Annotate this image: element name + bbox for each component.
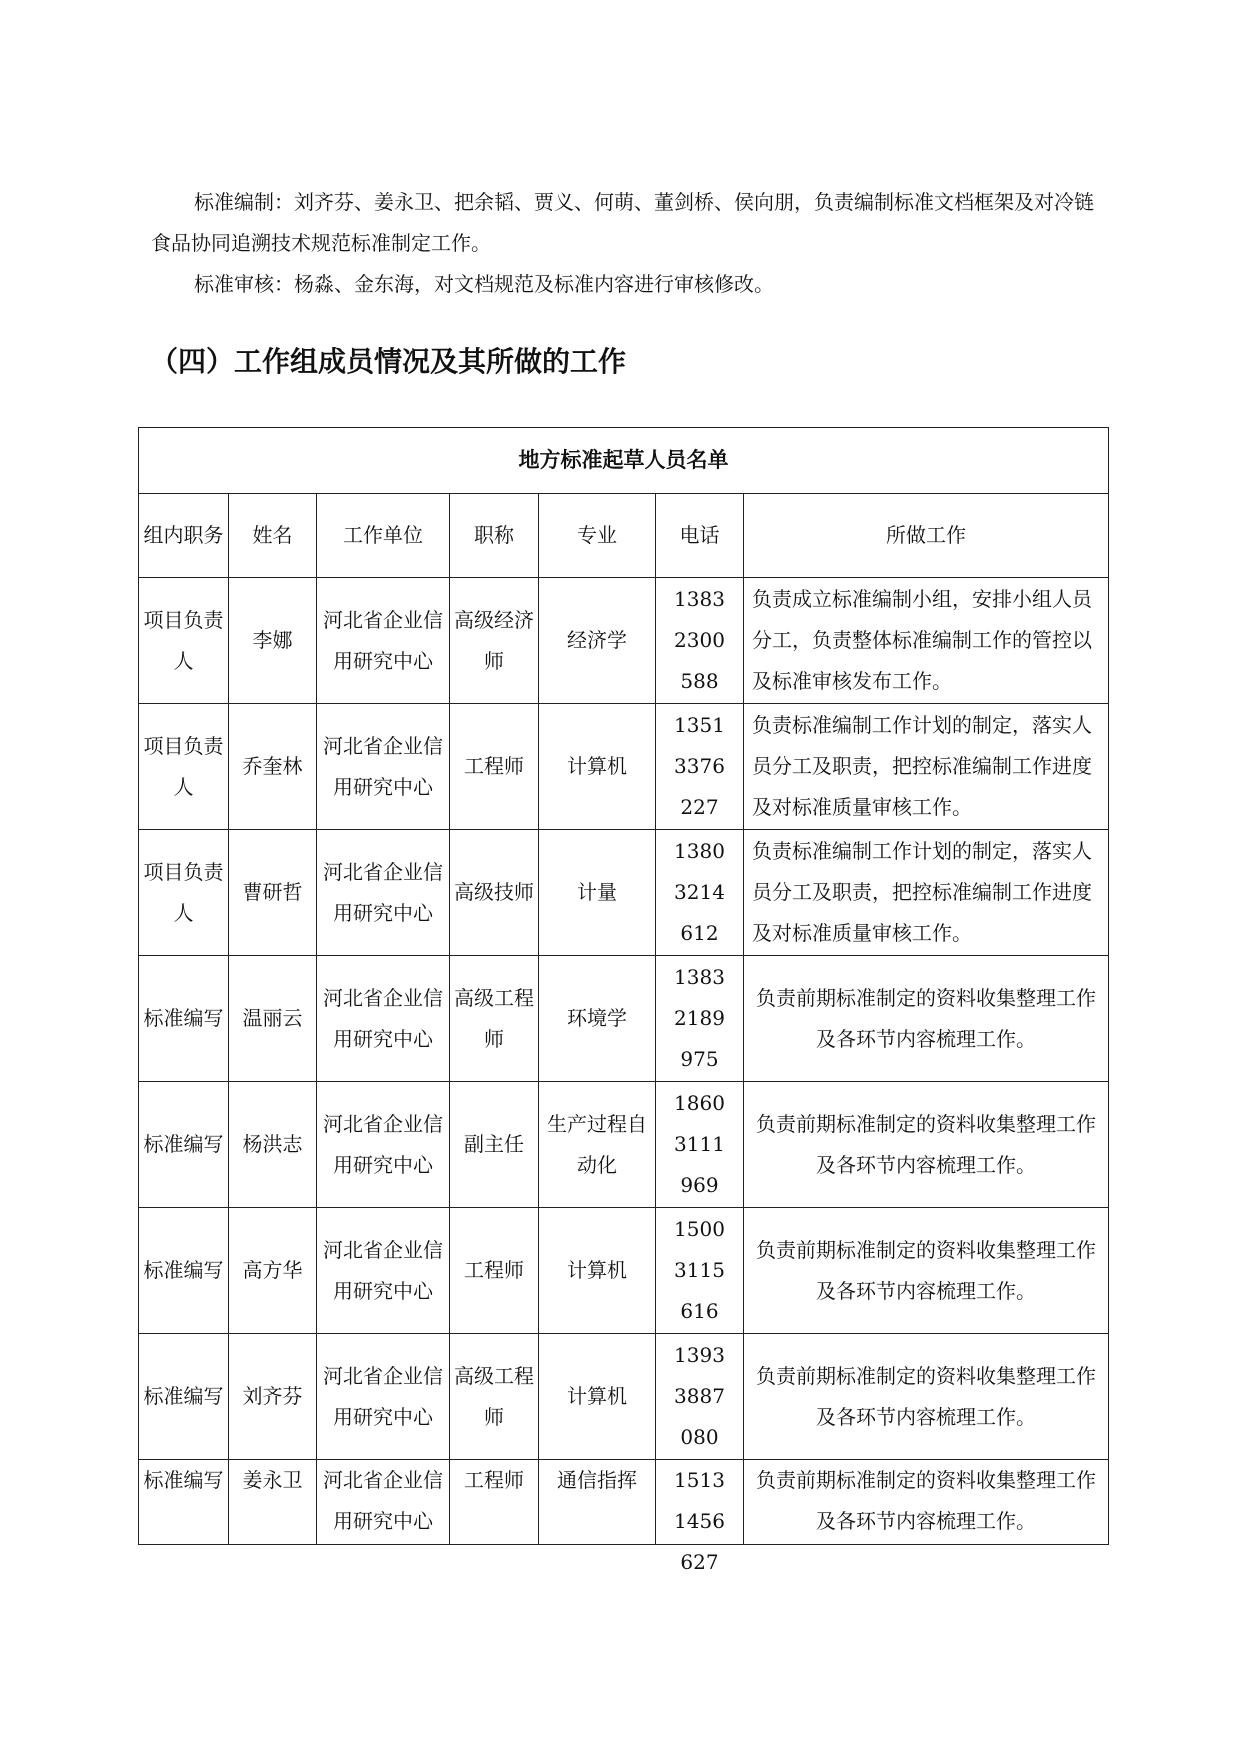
cell-title [450,1082,539,1208]
cell-unit [317,956,450,1082]
header-major: 专业 [539,494,656,578]
table-header-row [139,494,1109,578]
cell-phone [656,956,744,1082]
cell-role [139,956,229,1082]
cell-work [744,578,1109,704]
cell-major [539,956,656,1082]
cell-phone [656,704,744,830]
cell-title [450,956,539,1082]
cell-text: 标准编写 [143,1258,224,1282]
cell-text: 工程师 [464,1468,524,1492]
cell-text: 高级经济师 [454,607,534,673]
cell-text: 环境学 [567,1006,627,1030]
header-work: 所做工作 [744,494,1109,578]
cell-text: 13513376227 [674,713,725,819]
cell-major [539,1082,656,1208]
body-text [151,182,1111,305]
cell-text: 15131456627 [674,1468,725,1574]
cell-work [744,1460,1109,1545]
cell-text: 标准编写 [143,1468,224,1492]
cell-text: 15003115616 [674,1217,725,1323]
cell-unit [317,578,450,704]
cell-role [139,1460,229,1545]
cell-title [450,1460,539,1545]
cell-text: 河北省企业信用研究中心 [323,1111,443,1177]
cell-phone [656,830,744,956]
cell-text: 负责标准编制工作计划的制定，落实人员分工及职责，把控标准编制工作进度及对标准质量审核工作。 [752,713,1092,819]
cell-text: 13832189975 [674,965,725,1071]
cell-work [744,1208,1109,1334]
cell-work [744,1082,1109,1208]
cell-role [139,578,229,704]
cell-text: 河北省企业信用研究中心 [323,859,443,925]
cell-text: 负责前期标准制定的资料收集整理工作及各环节内容梳理工作。 [756,1363,1097,1429]
cell-text: 工程师 [464,1258,524,1282]
table-row [139,1334,1109,1460]
cell-phone [656,1082,744,1208]
cell-role [139,1208,229,1334]
table-row [139,704,1109,830]
cell-text: 河北省企业信用研究中心 [323,1468,443,1533]
cell-major [539,1334,656,1460]
cell-text: 温丽云 [242,1006,303,1030]
cell-text: 李娜 [252,628,293,652]
cell-text: 计量 [577,880,617,904]
header-unit: 工作单位 [317,494,450,578]
cell-name [229,830,317,956]
cell-role [139,1082,229,1208]
cell-text: 河北省企业信用研究中心 [323,1363,443,1429]
cell-text: 经济学 [567,628,627,652]
cell-text: 河北省企业信用研究中心 [323,1237,443,1303]
cell-text: 乔奎林 [242,754,303,778]
cell-title [450,578,539,704]
cell-text: 13832300588 [674,587,725,693]
header-role: 组内职务 [139,494,229,578]
cell-phone [656,1208,744,1334]
drafters-table [138,427,1109,1574]
table-row [139,578,1109,704]
cell-unit [317,1208,450,1334]
cell-name [229,578,317,704]
cell-text: 杨洪志 [242,1132,303,1156]
paragraph-review: 标准审核：杨淼、金东海，对文档规范及标准内容进行审核修改。 [194,272,774,296]
cell-role [139,830,229,956]
cell-unit [317,830,450,956]
cell-major [539,830,656,956]
cell-text: 高级工程师 [454,1363,534,1429]
cell-text: 负责前期标准制定的资料收集整理工作及各环节内容梳理工作。 [756,1468,1097,1533]
cell-text: 刘齐芬 [242,1384,303,1408]
cell-text: 项目负责人 [143,607,224,673]
cell-text: 负责前期标准制定的资料收集整理工作及各环节内容梳理工作。 [756,1237,1097,1303]
cell-name [229,1460,317,1545]
paragraph-drafting: 标准编制：刘齐芬、姜永卫、把余韬、贾义、何萌、董剑桥、侯向朋，负责编制标准文档框架及对冷链食品协同追溯技术规范标准制定工作。 [151,190,1094,255]
cell-text: 河北省企业信用研究中心 [323,985,443,1051]
cell-text: 高级工程师 [454,985,534,1051]
cell-text: 负责标准编制工作计划的制定，落实人员分工及职责，把控标准编制工作进度及对标准质量审核工作。 [752,839,1092,945]
cell-text: 曹研哲 [242,880,303,904]
cell-role [139,704,229,830]
cell-phone [656,1334,744,1460]
cell-work [744,1334,1109,1460]
cell-title [450,1334,539,1460]
cell-text: 通信指挥 [557,1468,637,1492]
cell-phone [656,1460,744,1574]
table-row [139,1460,1109,1545]
cell-title [450,704,539,830]
cell-text: 负责前期标准制定的资料收集整理工作及各环节内容梳理工作。 [756,1111,1097,1177]
cell-major [539,578,656,704]
cell-unit [317,704,450,830]
cell-text: 18603111969 [674,1091,725,1197]
cell-major [539,1208,656,1334]
cell-text: 计算机 [567,1258,627,1282]
cell-text: 姜永卫 [242,1468,303,1492]
cell-text: 13803214612 [674,839,725,945]
cell-role [139,1334,229,1460]
cell-name [229,704,317,830]
cell-unit [317,1460,450,1545]
cell-text: 副主任 [464,1132,524,1156]
cell-text: 工程师 [464,754,524,778]
table-row [139,1082,1109,1208]
table-title: 地方标准起草人员名单 [139,428,1109,494]
table-row [139,1208,1109,1334]
cell-work [744,704,1109,830]
header-name: 姓名 [229,494,317,578]
cell-text: 高级技师 [454,880,534,904]
cell-text: 标准编写 [143,1006,224,1030]
cell-text: 项目负责人 [143,733,224,799]
cell-text: 计算机 [567,754,627,778]
cell-text: 高方华 [242,1258,303,1282]
cell-unit [317,1082,450,1208]
cell-name [229,956,317,1082]
cell-text: 负责成立标准编制小组，安排小组人员分工，负责整体标准编制工作的管控以及标准审核发布工作。 [752,587,1092,693]
cell-title [450,1208,539,1334]
cell-text: 标准编写 [143,1384,224,1408]
cell-major [539,1460,656,1545]
cell-work [744,830,1109,956]
cell-text: 标准编写 [143,1132,224,1156]
cell-name [229,1208,317,1334]
cell-name [229,1334,317,1460]
cell-name [229,1082,317,1208]
cell-text: 项目负责人 [143,859,224,925]
cell-text: 生产过程自动化 [547,1111,647,1177]
cell-title [450,830,539,956]
header-phone: 电话 [656,494,744,578]
table-row [139,956,1109,1082]
cell-text: 负责前期标准制定的资料收集整理工作及各环节内容梳理工作。 [756,985,1097,1051]
cell-phone [656,578,744,704]
cell-work [744,956,1109,1082]
table-row [139,830,1109,956]
cell-text: 计算机 [567,1384,627,1408]
cell-major [539,704,656,830]
cell-unit [317,1334,450,1460]
section-heading: （四）工作组成员情况及其所做的工作 [150,345,627,378]
cell-text: 河北省企业信用研究中心 [323,733,443,799]
cell-text: 13933887080 [674,1343,725,1449]
header-title: 职称 [450,494,539,578]
cell-text: 河北省企业信用研究中心 [323,607,443,673]
